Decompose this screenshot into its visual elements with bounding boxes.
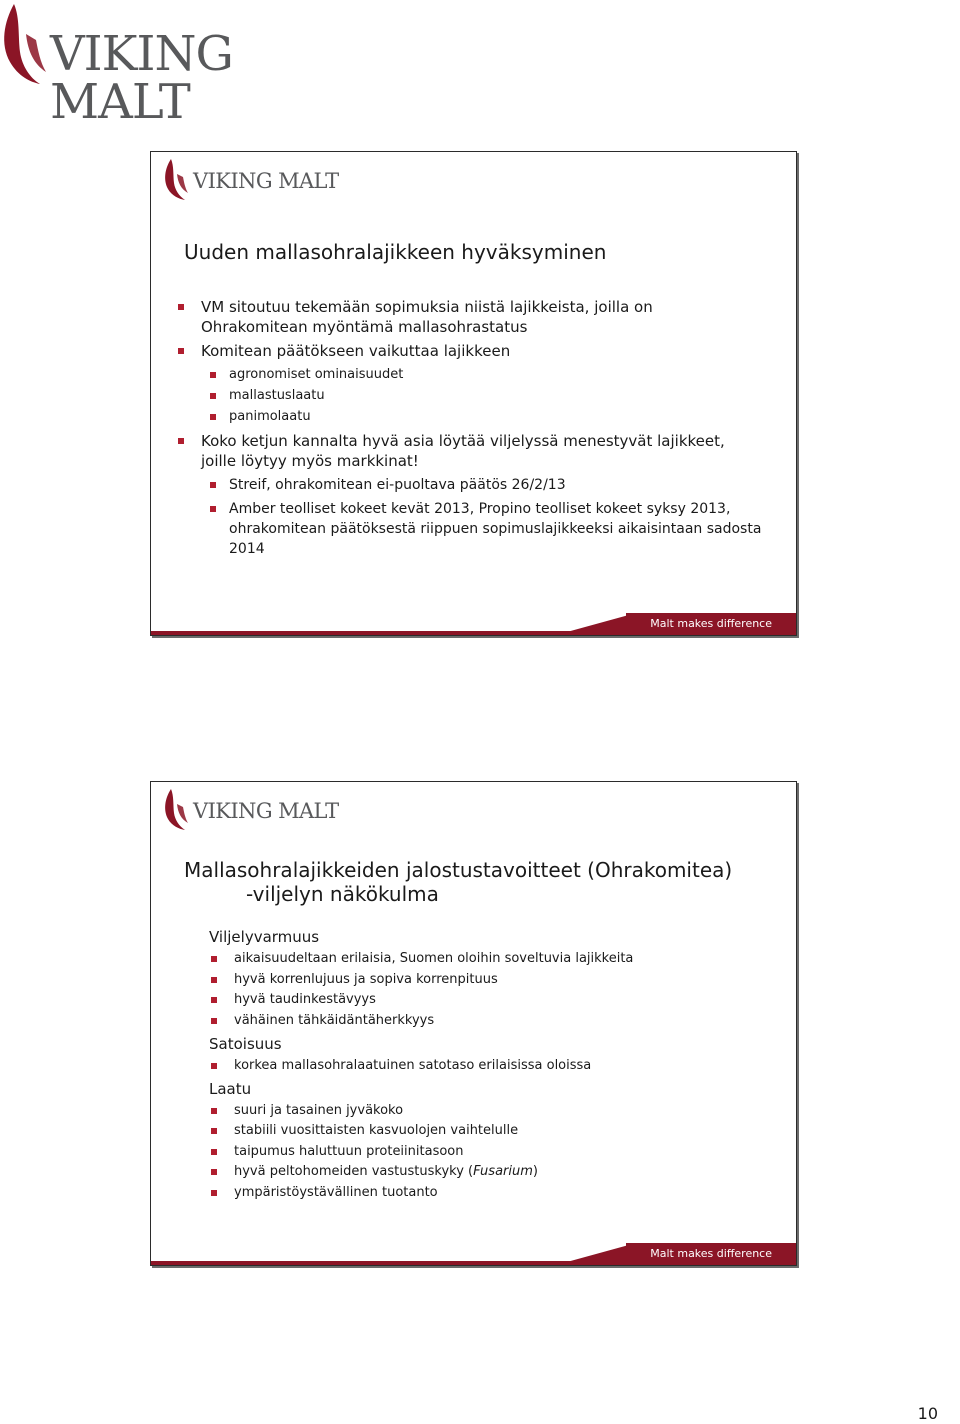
bullet-icon [211,977,217,983]
list-subitem: mallastuslaatu [151,386,764,406]
bullet-icon [211,1063,217,1069]
list-item: hyvä taudinkestävyys [151,990,764,1010]
bullet-icon [178,438,184,444]
bullet-icon [210,482,216,488]
wheat-swoosh-icon [0,0,52,90]
bullet-icon [211,1108,217,1114]
bullet-icon [210,414,216,420]
brand-name: VIKING MALT [50,26,233,130]
slide-title-line2: -viljelyn näkökulma [246,882,439,906]
list-item: VM sitoutuu tekemään sopimuksia niistä lajikkeista, joilla on Ohrakomitean myöntämä mallasohrastatus [151,297,764,337]
list-item: vähäinen tähkäidäntäherkkyys [151,1011,764,1031]
bullet-icon [211,997,217,1003]
slide-title: Uuden mallasohralajikkeen hyväksyminen [184,240,607,264]
section-heading: Laatu [209,1079,252,1098]
list-item: taipumus haluttuun proteiinitasoon [151,1142,764,1162]
slide-logo [163,156,363,202]
bullet-icon [211,1149,217,1155]
bullet-icon [210,506,216,512]
slide-title [184,858,732,906]
bullet-icon [211,1128,217,1134]
bullet-list [184,297,764,563]
slide-logo [163,786,363,832]
section-heading: Satoisuus [209,1034,282,1053]
footer-slogan: Malt makes difference [650,1247,772,1260]
bullet-icon [211,1190,217,1196]
slide-1 [150,151,797,636]
bullet-icon [211,1169,217,1175]
list-item: hyvä peltohomeiden vastustuskyky (Fusarium) [151,1162,764,1182]
slide-title-line1: Mallasohralajikkeiden jalostustavoitteet (Ohrakomitea) [184,858,733,882]
list-item: suuri ja tasainen jyväkoko [151,1101,764,1121]
bullet-icon [211,1018,217,1024]
fusarium-term: Fusarium [473,1164,533,1179]
bullet-icon [178,304,184,310]
wheat-swoosh-icon [163,786,191,832]
goal-list [184,927,764,1203]
list-item: ympäristöystävällinen tuotanto [151,1183,764,1203]
list-subitem: Streif, ohrakomitean ei-puoltava päätös 26/2/13 [151,475,764,495]
footer-slogan: Malt makes difference [650,617,772,630]
bullet-icon [211,956,217,962]
slide-footer [151,1243,796,1265]
list-item: Komitean päätökseen vaikuttaa lajikkeen [151,341,764,361]
bullet-icon [178,348,184,354]
slide-2 [150,781,797,1266]
list-item: korkea mallasohralaatuinen satotaso erilaisissa oloissa [151,1056,764,1076]
list-item: hyvä korrenlujuus ja sopiva korrenpituus [151,970,764,990]
list-item: Koko ketjun kannalta hyvä asia löytää viljelyssä menestyvät lajikkeet, joille löytyy myös markkinat! [151,431,764,471]
slide-brand-name: VIKING MALT [193,169,339,193]
wheat-swoosh-icon [163,156,191,202]
list-subitem: Amber teolliset kokeet kevät 2013, Propino teolliset kokeet syksy 2013, ohrakomitean päätöksestä riippuen sopimuslajikkeeksi aikaisintaan sadosta 2014 [151,499,764,559]
list-item: stabiili vuosittaisten kasvuolojen vaihtelulle [151,1121,764,1141]
slide-brand-name: VIKING MALT [193,799,339,823]
section-heading: Viljelyvarmuus [209,928,320,946]
bullet-icon [210,372,216,378]
viking-malt-logo [0,0,380,130]
bullet-icon [210,393,216,399]
list-item: aikaisuudeltaan erilaisia, Suomen oloihin soveltuvia lajikkeita [151,949,764,969]
list-subitem: agronomiset ominaisuudet [151,365,764,385]
list-subitem: panimolaatu [151,407,764,427]
slide-footer [151,613,796,635]
page-number: 10 [917,1404,938,1423]
